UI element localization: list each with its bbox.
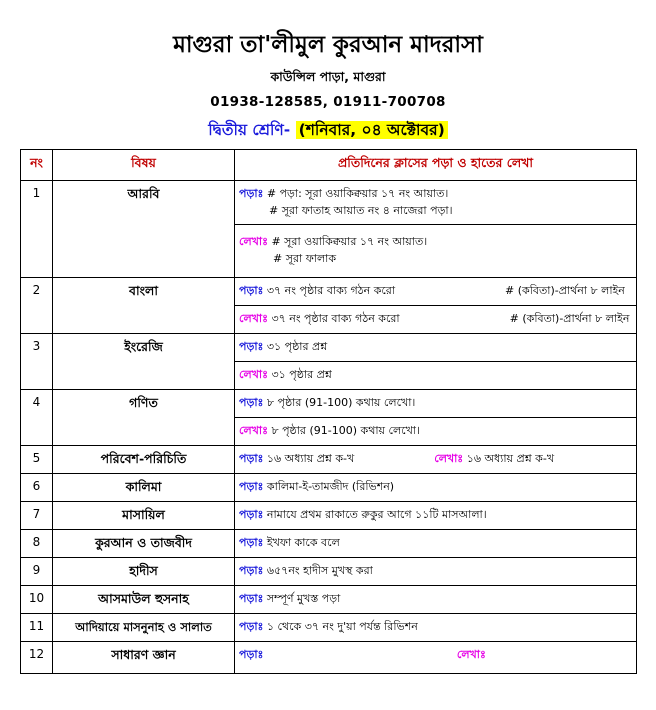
subject-name: বাংলা <box>53 278 235 334</box>
subject-name: গণিত <box>53 390 235 446</box>
work-cell <box>235 642 637 674</box>
read-label: পড়াঃ <box>239 452 264 465</box>
subject-name: হাদীস <box>53 558 235 586</box>
row-number: 9 <box>21 558 53 586</box>
write-label: লেখাঃ <box>456 648 486 661</box>
row-number: 6 <box>21 474 53 502</box>
subject-name: ইংরেজি <box>53 334 235 390</box>
read-label: পড়াঃ <box>239 284 264 297</box>
table-header-row <box>21 150 637 181</box>
row-number: 10 <box>21 586 53 614</box>
read-label: পড়াঃ <box>239 480 264 493</box>
read-cell: পড়াঃ ৩১ পৃষ্ঠার প্রশ্ন <box>235 334 637 362</box>
subject-name: আসমাউল হুসনাহ <box>53 586 235 614</box>
write-label: লেখাঃ <box>239 368 268 381</box>
read-label: পড়াঃ <box>239 508 264 521</box>
read-cell: পড়াঃ # পড়া: সূরা ওয়াকিক্বয়ার ১৭ নং আয়াত। # সূরা ফাতাহ আয়াত নং ৪ নাজেরা পড়া। <box>235 181 637 225</box>
row-number: 2 <box>21 278 53 334</box>
subject-name: পরিবেশ-পরিচিতি <box>53 446 235 474</box>
row-number: 5 <box>21 446 53 474</box>
read-label: পড়াঃ <box>239 396 264 409</box>
table-row <box>21 558 637 586</box>
table-row <box>21 586 637 614</box>
row-number: 8 <box>21 530 53 558</box>
homework-table <box>20 149 637 674</box>
class-label: দ্বিতীয় শ্রেণি- <box>208 121 291 139</box>
read-label: পড়াঃ <box>239 592 264 605</box>
subject-name: আদিয়ায়ে মাসনুনাহ ও সালাত <box>53 614 235 642</box>
write-label: লেখাঃ <box>434 452 464 465</box>
table-row <box>21 474 637 502</box>
table-row <box>21 502 637 530</box>
table-row <box>21 614 637 642</box>
write-cell: লেখাঃ ৮ পৃষ্ঠার (91-100) কথায় লেখো। <box>235 418 637 446</box>
read-cell: পড়াঃ ইখফা কাকে বলে <box>235 530 637 558</box>
table-row <box>21 390 637 418</box>
read-cell: পড়াঃ ৬৫৭নং হাদীস মুখস্থ করা <box>235 558 637 586</box>
row-number: 4 <box>21 390 53 446</box>
table-row <box>21 642 637 674</box>
read-label: পড়াঃ <box>239 536 264 549</box>
read-label: পড়াঃ <box>239 187 264 200</box>
class-line <box>0 118 656 142</box>
read-cell: পড়াঃ ৮ পৃষ্ঠার (91-100) কথায় লেখো। <box>235 390 637 418</box>
subject-name: সাধারণ জ্ঞান <box>53 642 235 674</box>
row-number: 7 <box>21 502 53 530</box>
row-number: 12 <box>21 642 53 674</box>
subject-name: কালিমা <box>53 474 235 502</box>
read-cell: পড়াঃ ৩৭ নং পৃষ্ঠার বাক্য গঠন করো # (কবিতা)-প্রার্থনা ৮ লাইন <box>235 278 637 306</box>
subject-name: আরবি <box>53 181 235 278</box>
header-no: নং <box>21 150 53 181</box>
phone-numbers: 01938-128585, 01911-700708 <box>210 94 446 110</box>
table-row <box>21 181 637 225</box>
page-title: মাগুরা তা'লীমুল কুরআন মাদরাসা <box>173 32 483 58</box>
read-label: পড়াঃ <box>239 340 264 353</box>
subject-name: কুরআন ও তাজবীদ <box>53 530 235 558</box>
read-cell: পড়াঃ সম্পূর্ণ মুখস্ত পড়া <box>235 586 637 614</box>
table-row <box>21 334 637 362</box>
row-number: 1 <box>21 181 53 278</box>
read-label: পড়াঃ <box>239 648 264 661</box>
subject-name: মাসায়িল <box>53 502 235 530</box>
header-subject: বিষয় <box>53 150 235 181</box>
write-cell: লেখাঃ ৩১ পৃষ্ঠার প্রশ্ন <box>235 362 637 390</box>
table-row <box>21 278 637 306</box>
table-row <box>21 446 637 474</box>
read-label: পড়াঃ <box>239 620 264 633</box>
write-cell: লেখাঃ ৩৭ নং পৃষ্ঠার বাক্য গঠন করো # (কবিতা)-প্রার্থনা ৮ লাইন <box>235 306 637 334</box>
write-cell: লেখাঃ # সূরা ওয়াকিক্বয়ার ১৭ নং আয়াত। # সূরা ফালাক <box>235 225 637 278</box>
table-row <box>21 530 637 558</box>
header-work: প্রতিদিনের ক্লাসের পড়া ও হাতের লেখা <box>235 150 637 181</box>
read-cell: পড়াঃ কালিমা-ই-তামজীদ (রিভিশন) <box>235 474 637 502</box>
write-label: লেখাঃ <box>239 235 268 248</box>
work-cell: পড়াঃ ১৬ অধ্যায় প্রশ্ন ক-খ লেখাঃ ১৬ অধ্যায় প্রশ্ন ক-খ <box>235 446 637 474</box>
read-cell: পড়াঃ ১ থেকে ৩৭ নং দু'য়া পর্যন্ত রিভিশন <box>235 614 637 642</box>
read-label: পড়াঃ <box>239 564 264 577</box>
row-number: 11 <box>21 614 53 642</box>
write-label: লেখাঃ <box>239 312 268 325</box>
date-label: (শনিবার, ০৪ অক্টোবর) <box>296 121 448 139</box>
read-cell: পড়াঃ নামাযে প্রথম রাকাতে রুকুর আগে ১১টি মাসআলা। <box>235 502 637 530</box>
row-number: 3 <box>21 334 53 390</box>
address: কাউন্সিল পাড়া, মাগুরা <box>270 69 386 84</box>
write-label: লেখাঃ <box>239 424 268 437</box>
